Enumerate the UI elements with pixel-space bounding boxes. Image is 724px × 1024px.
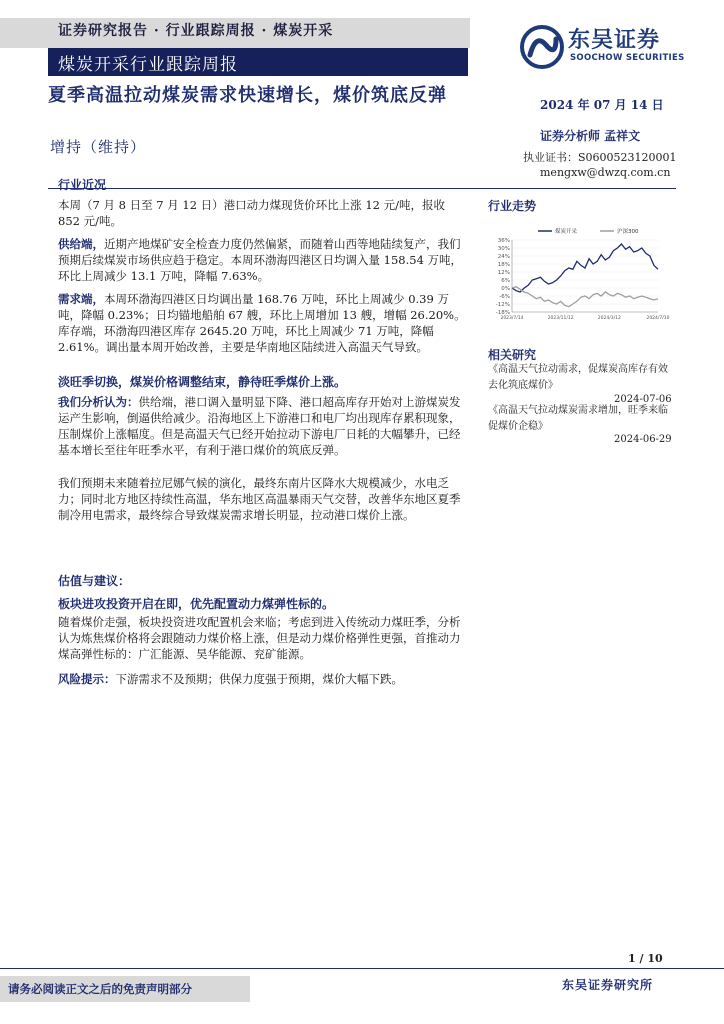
paragraph-analysis bbox=[58, 394, 470, 458]
x-tick-label: 2023/11/12 bbox=[547, 316, 574, 321]
paragraph-text: 近期产地煤矿安全检查力度仍然偏紧，而随着山西等地陆续复产，我们预期后续煤炭市场供应趋于稳定。本周环渤海四港区日均调入量 158.54 万吨，环比上周减少 13.1 万吨，降幅 7.63%。 bbox=[58, 237, 463, 283]
logo-text: 东吴证券 bbox=[568, 28, 661, 53]
paragraph-price: 本周（7 月 8 日至 7 月 12 日）港口动力煤现货价环比上涨 12 元/吨，报收 852 元/吨。 bbox=[58, 198, 445, 228]
company-logo bbox=[520, 25, 710, 69]
y-tick-label: 0% bbox=[501, 286, 510, 292]
legend-label: 沪深300 bbox=[617, 229, 639, 235]
paragraph-text: 供给端，港口调入量明显下降、港口超高库存开始对上游煤炭发运产生影响，倒逼供给减少。沿海地区上下游港口和电厂均出现库存累积现象，压制煤价上涨幅度。但是高温天气已经开始拉动下游电厂日耗的大幅攀升，已经基本增长至往年旺季水平，有利于港口煤价的筑底反弹。 bbox=[58, 395, 461, 457]
related-item-date: 2024-07-06 bbox=[614, 394, 672, 405]
paragraph-lead: 我们分析认为： bbox=[58, 395, 139, 409]
report-date: 2024 年 07 月 14 日 bbox=[540, 98, 664, 112]
paragraph-lead: 供给端， bbox=[58, 237, 104, 251]
section-title-valuation: 估值与建议： bbox=[58, 574, 131, 588]
footer-divider bbox=[0, 968, 724, 969]
related-item-title[interactable]: 《高温天气拉动煤炭需求增加，旺季来临促煤价企稳》 bbox=[488, 405, 668, 432]
series-line bbox=[512, 244, 658, 292]
series-title: 煤炭开采行业跟踪周报 bbox=[58, 55, 238, 75]
risk-text: 下游需求不及预期；供保力度强于预期，煤价大幅下跌。 bbox=[115, 672, 403, 686]
footer-organization: 东吴证券研究所 bbox=[562, 978, 654, 992]
y-tick-label: 6% bbox=[501, 278, 510, 284]
header-divider bbox=[48, 188, 676, 189]
y-tick-label: 12% bbox=[497, 270, 510, 276]
related-item-date: 2024-06-29 bbox=[614, 434, 672, 445]
x-tick-label: 2023/7/14 bbox=[500, 316, 524, 321]
y-tick-label: 36% bbox=[497, 238, 510, 244]
industry-trend-chart bbox=[488, 226, 670, 326]
y-tick-label: 18% bbox=[497, 262, 510, 268]
paragraph-outlook: 我们预期未来随着拉尼娜气候的演化，最终东南片区降水大规模减少，水电乏力；同时北方地区持续性高温，华东地区高温暴雨天气交替，改善华东地区夏季制冷用电需求，最终综合导致煤炭需求增长明显，拉动港口煤价上涨。 bbox=[58, 476, 461, 522]
breadcrumb: 证券研究报告 · 行业跟踪周报 · 煤炭开采 bbox=[58, 23, 334, 39]
key-point-season: 淡旺季切换，煤炭价格调整结束，静待旺季煤价上涨。 bbox=[58, 375, 347, 389]
y-tick-label: -6% bbox=[499, 294, 510, 300]
series-line bbox=[512, 287, 658, 307]
risk-warning bbox=[58, 671, 470, 687]
analyst-name: 证券分析师 孟祥文 bbox=[540, 129, 641, 143]
x-tick-label: 2024/3/12 bbox=[597, 316, 621, 321]
paragraph-demand bbox=[58, 291, 470, 355]
paragraph-recommendation: 随着煤价走强，板块投资进攻配置机会来临；考虑到进入传统动力煤旺季，分析认为炼焦煤价格将会跟随动力煤价格上涨，但是动力煤价格弹性更强，首推动力煤高弹性标的：广汇能源、昊华能源、兖矿能源。 bbox=[58, 615, 461, 661]
y-tick-label: 24% bbox=[497, 254, 510, 260]
sidebar-trend-title: 行业走势 bbox=[488, 199, 537, 213]
related-item-title[interactable]: 《高温天气拉动需求，促煤炭高库存有效去化筑底煤价》 bbox=[488, 364, 668, 391]
sidebar-related-title: 相关研究 bbox=[488, 348, 537, 362]
logo-subtext: SOOCHOW SECURITIES bbox=[570, 53, 685, 63]
x-tick-label: 2024/7/10 bbox=[646, 316, 670, 321]
logo-icon bbox=[520, 25, 564, 69]
disclaimer-note[interactable]: 请务必阅读正文之后的免责声明部分 bbox=[8, 982, 192, 996]
paragraph-text: 本周环渤海四港区日均调出量 168.76 万吨，环比上周减少 0.39 万吨，降幅 0.23%；日均锚地船舶 67 艘，环比上周增加 13 艘，增幅 26.20%。库存端，环渤海四港区库存 2645.20 万吨，环比上周减少 71 万吨，降幅 2.61%。调出量本周开始改善，主要是华南地区陆续进入高温天气导致。 bbox=[58, 292, 466, 354]
key-point-recommendation: 板块进攻投资开启在即，优先配置动力煤弹性标的。 bbox=[58, 597, 335, 611]
y-tick-label: -18% bbox=[495, 310, 510, 316]
section-title-industry: 行业近况 bbox=[58, 178, 107, 192]
paragraph-supply bbox=[58, 236, 470, 284]
y-tick-label: 30% bbox=[497, 246, 510, 252]
rating: 增持（维持） bbox=[50, 138, 147, 156]
risk-lead: 风险提示： bbox=[58, 672, 116, 686]
analyst-certificate: 执业证书：S0600523120001 bbox=[523, 151, 677, 164]
legend-label: 煤炭开采 bbox=[555, 229, 578, 235]
report-headline: 夏季高温拉动煤炭需求快速增长，煤价筑底反弹 bbox=[48, 85, 447, 106]
analyst-email[interactable]: mengxw@dwzq.com.cn bbox=[540, 166, 671, 179]
paragraph-lead: 需求端， bbox=[58, 292, 104, 306]
y-tick-label: -12% bbox=[495, 302, 510, 308]
page-number: 1 / 10 bbox=[628, 952, 663, 965]
